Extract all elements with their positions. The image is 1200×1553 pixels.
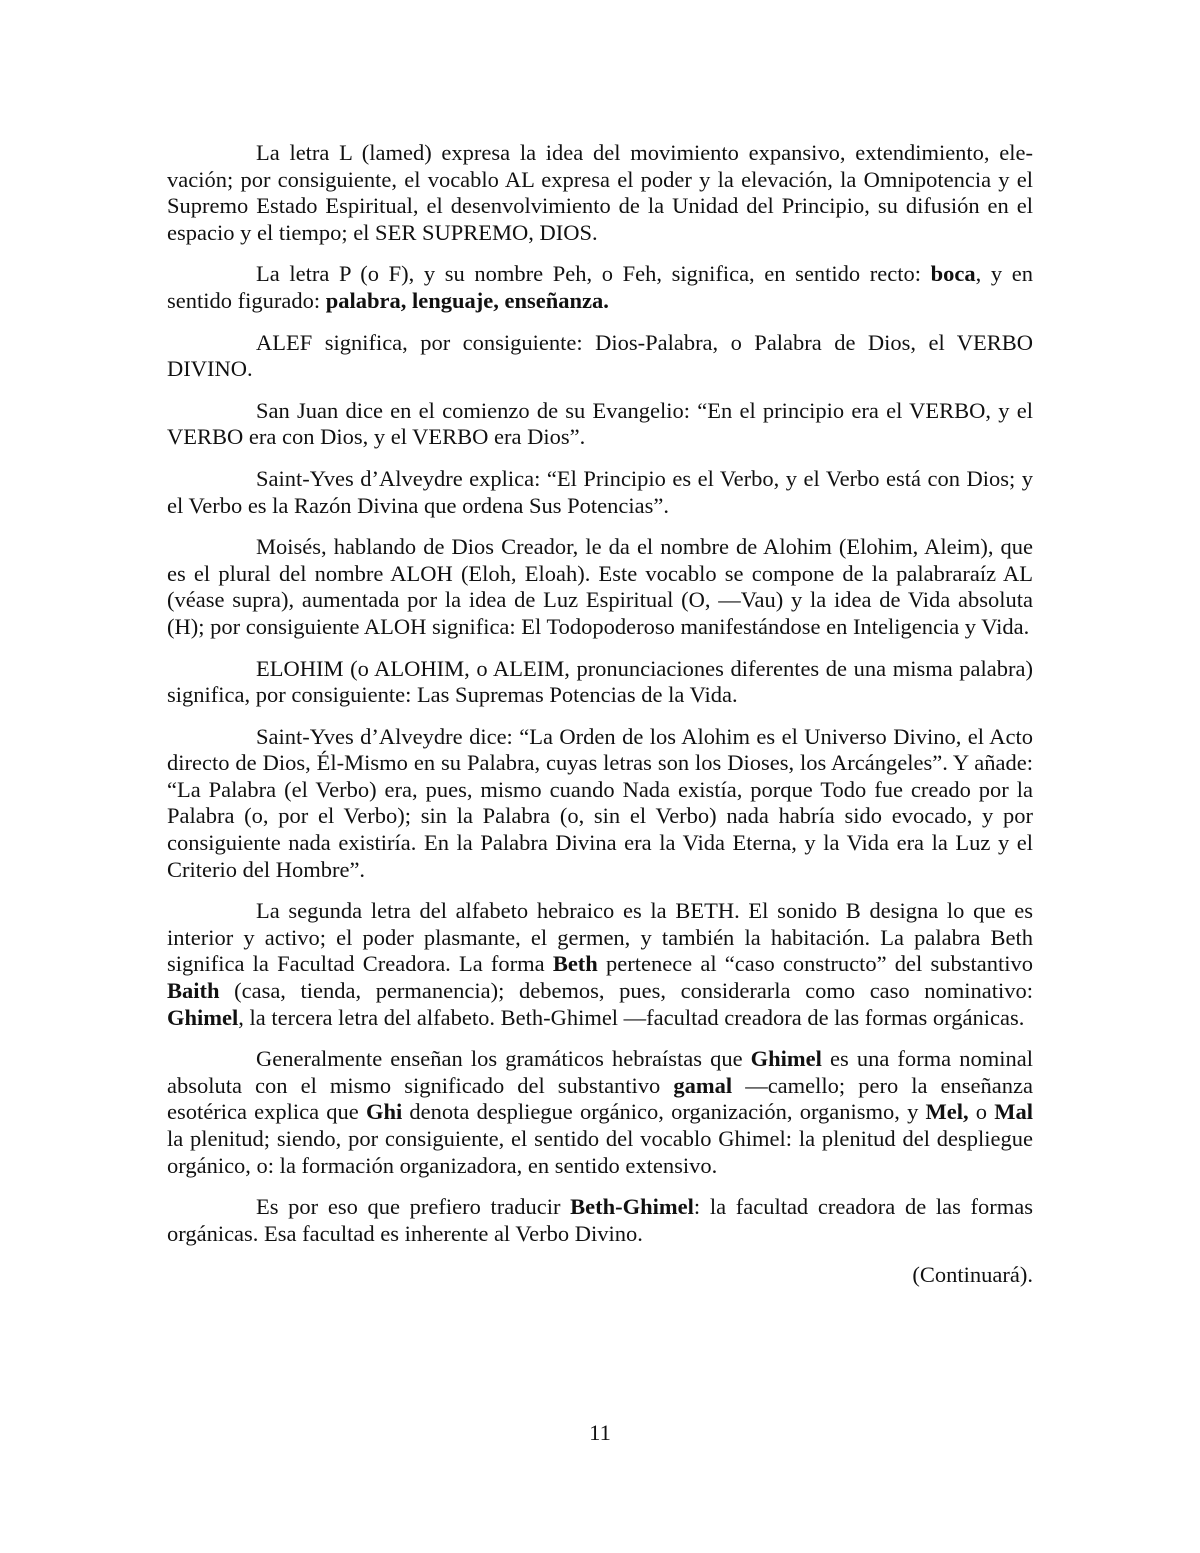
bold-term: Ghimel bbox=[750, 1046, 822, 1072]
bold-term: palabra, lenguaje, enseñanza. bbox=[325, 287, 609, 313]
text-run: Moisés, hablando de Dios Creador, le da el nombre de Alohim (Elohim, Aleim), que es el plural del nombre ALOH (Eloh, Eloah). Este vocablo se compone de la palabraraíz AL (véase supra), aumentada por la idea de Luz Espiritual (O, —Vau) y la idea de Vida absoluta (H); por consiguiente ALOH significa: El Todopoderoso manifestándose en Inteligencia y Vida. bbox=[167, 534, 1033, 639]
text-run: Saint-Yves d’Alveydre dice: “La Orden de los Alohim es el Universo Divino, el Acto directo de Dios, Él-Mismo en su Palabra, cuyas letras son los Dioses, los Arcángeles”. Y añade: “La Palabra (el Verbo) era, pues, mismo cuando Nada existía, porque Todo fue creado por la Palabra (o, por el Verbo); sin la Palabra (o, sin el Verbo) nada habría sido evocado, y por consiguiente nada existiría. En la Palabra Divina era la Vida Eterna, y la Vida era la Luz y el Criterio del Hombre”. bbox=[167, 723, 1033, 882]
paragraph bbox=[167, 261, 1033, 314]
text-run: Saint-Yves d’Alveydre explica: “El Principio es el Verbo, y el Verbo está con Dios; y el Verbo es la Razón Divina que ordena Sus Potencias”. bbox=[167, 465, 1033, 518]
text-run: La letra L (lamed) expresa la idea del movimiento expansivo, extendimiento, elevación; por consiguiente, el vocablo AL expresa el poder y la elevación, la Omnipotencia y el Supremo Estado Espiritual, el desenvolvimiento de la Unidad del Principio, su difusión en el espacio y el tiempo; el SER SUPREMO, DIOS. bbox=[167, 140, 1033, 245]
paragraph bbox=[167, 1046, 1033, 1179]
text-run: San Juan dice en el comienzo de su Evangelio: “En el principio era el VERBO, y el VERBO era con Dios, y el VERBO era Dios”. bbox=[167, 397, 1033, 450]
continuation-note: (Continuará). bbox=[912, 1262, 1033, 1288]
text-run: , y en sentido figurado: bbox=[167, 261, 1033, 313]
bold-term: boca bbox=[930, 261, 976, 287]
text-run: es una forma nominal absoluta con el mismo significado del substantivo bbox=[167, 1046, 1033, 1098]
paragraph bbox=[167, 330, 1033, 383]
text-run: : la facultad creadora de las formas orgánicas. Esa facultad es inherente al Verbo Divino. bbox=[167, 1194, 1033, 1246]
bold-term: Mel, bbox=[925, 1099, 969, 1125]
text-run: Generalmente enseñan los gramáticos hebraístas que bbox=[256, 1046, 751, 1072]
text-run: pertenece al “caso constructo” del substantivo bbox=[597, 951, 1033, 977]
paragraph bbox=[167, 656, 1033, 709]
text-run: La segunda letra del alfabeto hebraico es la BETH. El sonido B designa lo que es interior y activo; el poder plasmante, el germen, y también la habitación. La palabra Beth significa la Facultad Creadora. La forma bbox=[167, 898, 1033, 977]
text-run: o bbox=[968, 1099, 995, 1125]
text-run: ELOHIM (o ALOHIM, o ALEIM, pronunciaciones diferentes de una misma palabra) significa, por consiguiente: Las Supremas Potencias de la Vida. bbox=[167, 655, 1033, 708]
bold-term: gamal bbox=[673, 1072, 733, 1098]
text-run: la plenitud; siendo, por consiguiente, el sentido del vocablo Ghimel: la plenitud del despliegue orgánico, o: la formación organizadora, en sentido extensivo. bbox=[167, 1126, 1033, 1178]
bold-term: Mal bbox=[994, 1099, 1033, 1125]
page-body bbox=[167, 140, 1033, 1289]
bold-term: Ghimel bbox=[167, 1004, 239, 1030]
page-number: 11 bbox=[589, 1420, 611, 1445]
text-run: Es por eso que prefiero traducir bbox=[256, 1194, 571, 1220]
text-run: , la tercera letra del alfabeto. Beth-Ghimel —facultad creadora de las formas orgánicas. bbox=[238, 1004, 1025, 1030]
paragraph bbox=[167, 898, 1033, 1031]
text-run: ALEF significa, por consiguiente: Dios-Palabra, o Palabra de Dios, el VERBO DIVINO. bbox=[167, 329, 1033, 382]
text-run: denota despliegue orgánico, organización, organismo, y bbox=[402, 1099, 926, 1125]
paragraph bbox=[167, 1194, 1033, 1247]
bold-term: Ghi bbox=[365, 1099, 403, 1125]
paragraph bbox=[167, 398, 1033, 451]
text-run: —camello; pero la enseñanza esotérica explica que bbox=[167, 1072, 1033, 1125]
bold-term: Baith bbox=[167, 978, 220, 1004]
paragraph bbox=[167, 534, 1033, 640]
text-run: (casa, tienda, permanencia); debemos, pues, considerarla como caso nominativo: bbox=[219, 978, 1033, 1004]
paragraph bbox=[167, 140, 1033, 246]
bold-term: Beth-Ghimel bbox=[570, 1194, 694, 1220]
text-run: La letra P (o F), y su nombre Peh, o Feh, significa, en sentido recto: bbox=[256, 261, 931, 287]
bold-term: Beth bbox=[552, 951, 598, 977]
paragraph bbox=[167, 466, 1033, 519]
paragraph bbox=[167, 724, 1033, 884]
